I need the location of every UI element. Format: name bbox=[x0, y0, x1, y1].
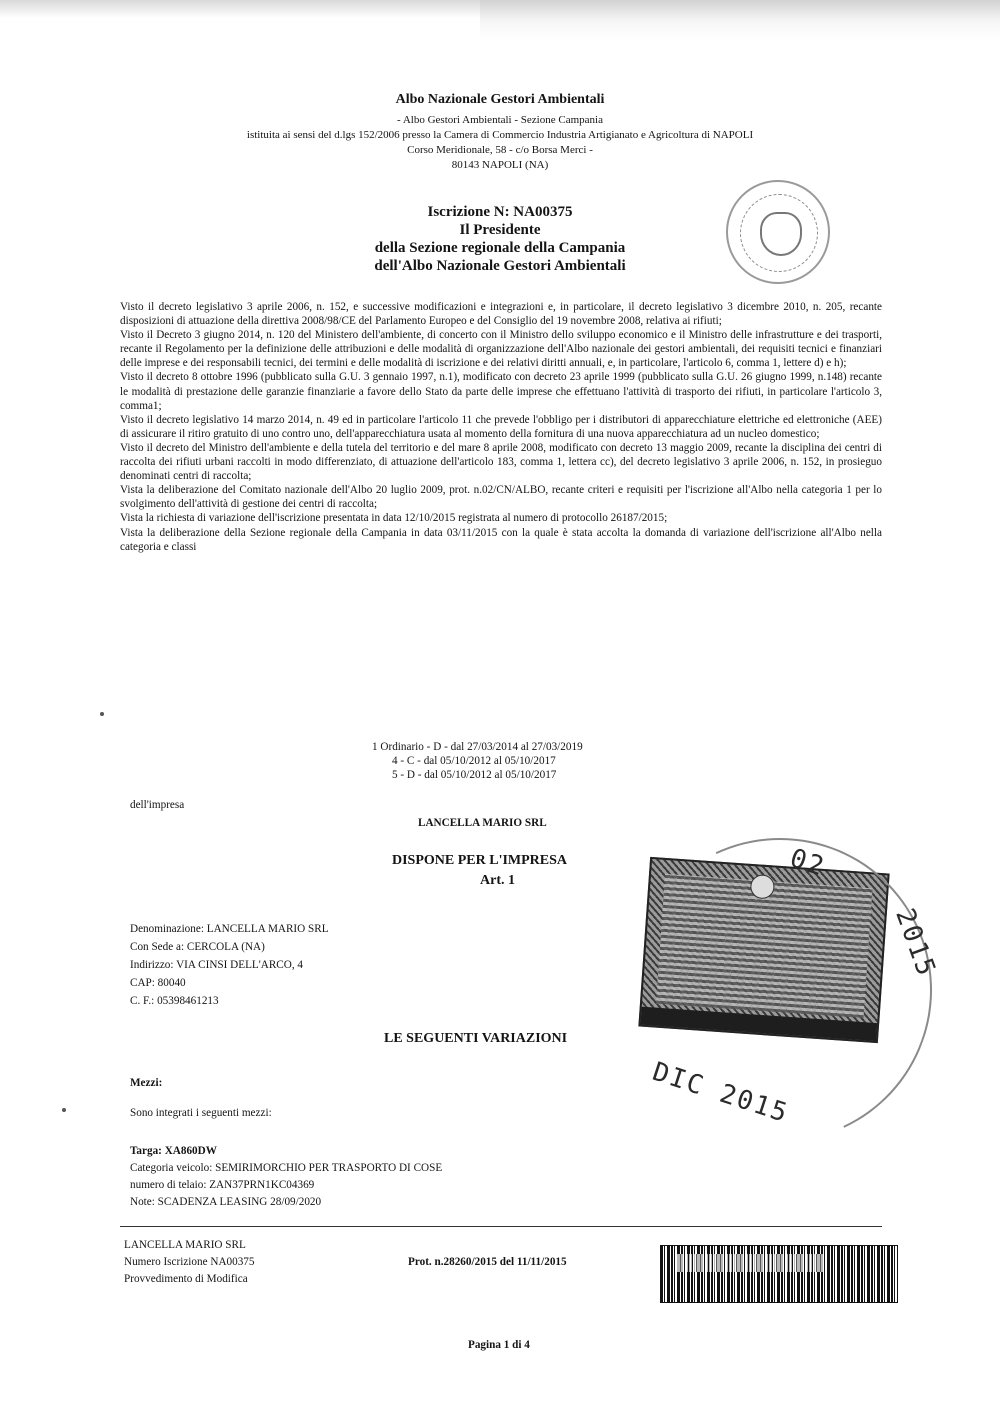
company-indirizzo: Indirizzo: VIA CINSI DELL'ARCO, 4 bbox=[130, 959, 304, 971]
barcode-icon bbox=[660, 1245, 898, 1303]
paragraph-6: Vista la deliberazione del Comitato nazionale dell'Albo 20 luglio 2009, prot. n.02/CN/ALBO, recante criteri e requisiti per l'iscrizione all'Albo nella categoria 1 per lo svolgimento dell'attività di gestione dei centri di raccolta; bbox=[120, 484, 882, 511]
header-line-3: Corso Meridionale, 58 - c/o Borsa Merci - bbox=[407, 144, 593, 156]
category-list bbox=[372, 740, 692, 782]
footer-divider bbox=[120, 1226, 882, 1227]
footer-numero: Numero Iscrizione NA00375 bbox=[124, 1256, 255, 1268]
presidente-heading: Il Presidente bbox=[459, 222, 541, 238]
header-line-4: 80143 NAPOLI (NA) bbox=[451, 159, 549, 171]
header-line-1: - Albo Gestori Ambientali - Sezione Campania bbox=[397, 114, 603, 126]
mezzi-telaio: numero di telaio: ZAN37PRN1KC04369 bbox=[130, 1179, 315, 1191]
mezzi-targa: Targa: XA860DW bbox=[130, 1145, 217, 1157]
footer-provvedimento: Provvedimento di Modifica bbox=[124, 1273, 248, 1285]
footer-company: LANCELLA MARIO SRL bbox=[124, 1239, 246, 1251]
mezzi-integrati: Sono integrati i seguenti mezzi: bbox=[130, 1107, 272, 1119]
header-line-2: istituita ai sensi del d.lgs 152/2006 presso la Camera di Commercio Industria Artigianato e Agricoltura di NAPOLI bbox=[246, 129, 754, 141]
body-text bbox=[120, 300, 882, 554]
paragraph-3: Visto il decreto 8 ottobre 1996 (pubblicato sulla G.U. 3 gennaio 1997, n.1), modificato con decreto 23 aprile 1999 (pubblicato sulla G.U. 26 giugno 1999, n.148) recante le modalità di prestazione delle garanzie finanziarie a favore dello Stato da parte delle imprese che effettuano l'attività di trasporto dei rifiuti, in particolare l'articolo 3, comma1; bbox=[120, 371, 882, 412]
category-item: 4 - C - dal 05/10/2012 al 05/10/2017 bbox=[392, 755, 556, 767]
stamp-date-month: DIC 2015 bbox=[648, 1056, 793, 1130]
stamp-date-day: 02 bbox=[786, 843, 830, 883]
mezzi-categoria: Categoria veicolo: SEMIRIMORCHIO PER TRASPORTO DI COSE bbox=[130, 1162, 443, 1174]
mezzi-note: Note: SCADENZA LEASING 28/09/2020 bbox=[130, 1196, 322, 1208]
scan-speck bbox=[100, 712, 104, 716]
document-title: Albo Nazionale Gestori Ambientali bbox=[395, 92, 605, 107]
paragraph-8: Vista la deliberazione della Sezione regionale della Campania in data 03/11/2015 con la quale è stata accolta la domanda di variazione dell'iscrizione all'Albo nella categoria e classi bbox=[120, 526, 882, 553]
paragraph-1: Visto il decreto legislativo 3 aprile 2006, n. 152, e successive modificazioni e integrazioni e, in particolare, il decreto legislativo 3 dicembre 2010, n. 205, recante disposizioni di attuazione della direttiva 2008/98/CE del Parlamento Europeo e del Consiglio del 19 novembre 2008, relativa ai rifiuti; bbox=[120, 301, 882, 328]
paragraph-2: Visto il Decreto 3 giugno 2014, n. 120 del Ministero dell'ambiente, di concerto con il Ministro dello sviluppo economico e il Ministro delle infrastrutture e dei trasporti, recante il Regolamento per la definizione delle attribuzioni e delle modalità di organizzazione dell'Albo nazionale dei gestori ambientali, dei requisiti tecnici e finanziari delle imprese e dei responsabili tecnici, dei termini e delle modalità di iscrizione e dei relativi diritti annuali, e, in particolare, l'articolo 6, comma 1, lettere d) e h); bbox=[120, 329, 882, 370]
page-number: Pagina 1 di 4 bbox=[468, 1339, 530, 1351]
sezione-heading: della Sezione regionale della Campania bbox=[374, 240, 626, 256]
category-item: 5 - D - dal 05/10/2012 al 05/10/2017 bbox=[392, 769, 557, 781]
paragraph-4: Visto il decreto legislativo 14 marzo 2014, n. 49 ed in particolare l'articolo 11 che prevede l'obbligo per i distributori di apparecchiature elettriche ed elettroniche (AEE) di assicurare il ritiro gratuito di uno contro uno, dell'apparecchiatura usata al momento della fornitura di una nuova apparecchiatura ad un nucleo domestico; bbox=[120, 413, 882, 440]
company-denominazione: Denominazione: LANCELLA MARIO SRL bbox=[130, 923, 329, 935]
dispone-heading: DISPONE PER L'IMPRESA bbox=[392, 853, 568, 868]
paragraph-7: Vista la richiesta di variazione dell'iscrizione presentata in data 12/10/2015 registrata al numero di protocollo 26187/2015; bbox=[120, 512, 668, 525]
company-sede: Con Sede a: CERCOLA (NA) bbox=[130, 941, 265, 953]
mezzi-label: Mezzi: bbox=[130, 1077, 163, 1089]
paragraph-5: Visto il decreto del Ministro dell'ambiente e della tutela del territorio e del mare 8 aprile 2008, modificato con decreto 13 maggio 2009, recante la disciplina dei centri di raccolta dei rifiuti urbani raccolti in modo differenziato, di attuazione dell'articolo 183, comma 1, lettera cc), del decreto legislativo 3 aprile 2006, n. 152, in prosieguo denominati centri di raccolta; bbox=[120, 441, 882, 483]
footer-prot: Prot. n.28260/2015 del 11/11/2015 bbox=[408, 1256, 567, 1268]
impresa-label: dell'impresa bbox=[130, 799, 185, 811]
iscrizione-number: Iscrizione N: NA00375 bbox=[427, 204, 573, 220]
category-item: 1 Ordinario - D - dal 27/03/2014 al 27/03/2019 bbox=[372, 741, 583, 753]
company-cf: C. F.: 05398461213 bbox=[130, 995, 219, 1007]
scan-speck bbox=[62, 1108, 66, 1112]
official-seal-icon bbox=[726, 180, 830, 284]
variazioni-heading: LE SEGUENTI VARIAZIONI bbox=[384, 1031, 568, 1046]
stamp-date-year: 2015 bbox=[889, 904, 942, 982]
article-number: Art. 1 bbox=[480, 873, 515, 888]
albo-heading: dell'Albo Nazionale Gestori Ambientali bbox=[374, 258, 626, 274]
impresa-name: LANCELLA MARIO SRL bbox=[418, 817, 547, 829]
scan-shadow bbox=[480, 0, 1000, 40]
company-cap: CAP: 80040 bbox=[130, 977, 186, 989]
